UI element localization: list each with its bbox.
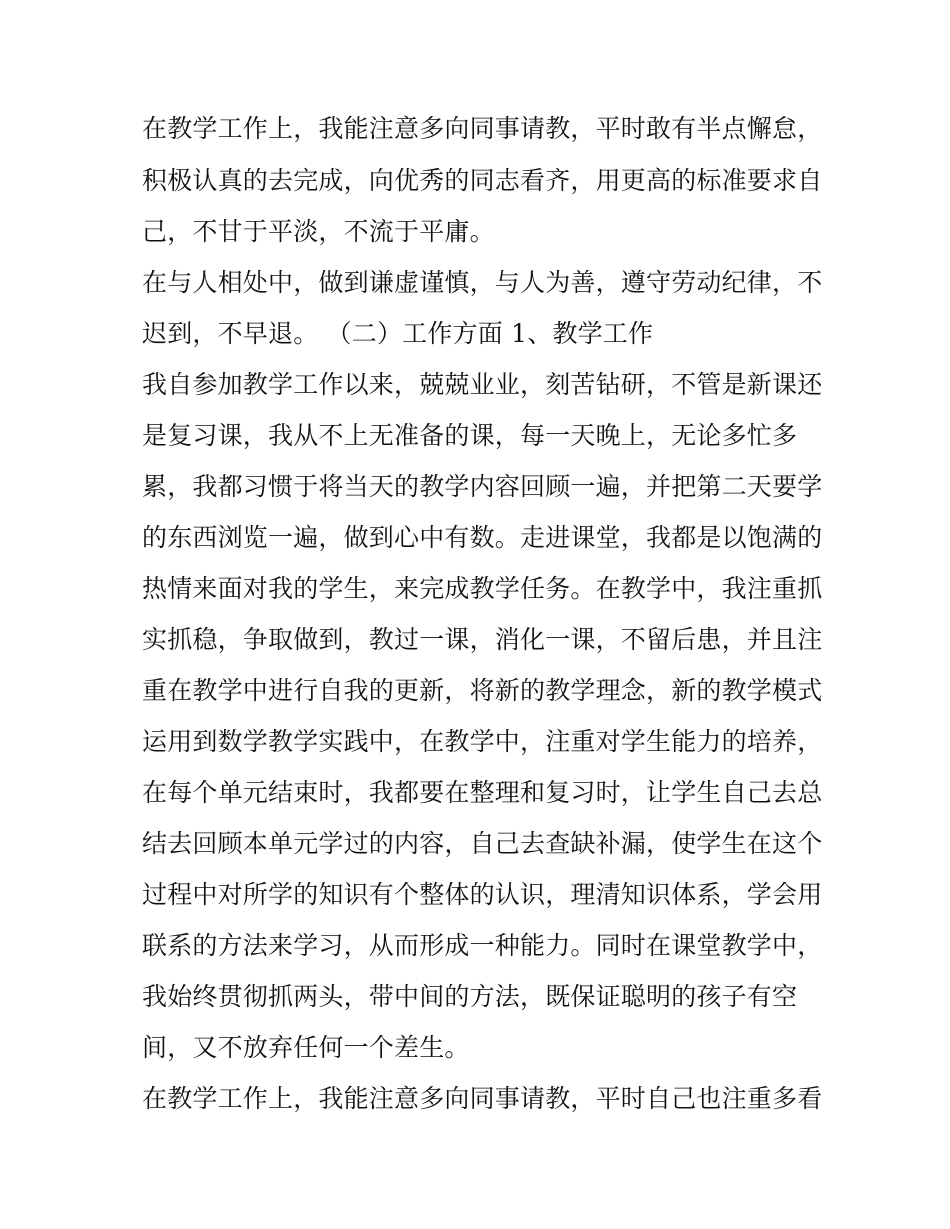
text-line: 在每个单元结束时，我都要在整理和复习时，让学生自己去总 <box>142 778 823 807</box>
text-line: 我始终贯彻抓两头，带中间的方法，既保证聪明的孩子有空 <box>142 982 798 1011</box>
text-line: 累，我都习惯于将当天的教学内容回顾一遍，并把第二天要学 <box>142 472 823 501</box>
text-line: 我自参加教学工作以来，兢兢业业，刻苦钻研，不管是新课还 <box>142 370 823 399</box>
text-line: 实抓稳，争取做到，教过一课，消化一课，不留后患，并且注 <box>142 625 823 654</box>
text-line: 联系的方法来学习，从而形成一种能力。同时在课堂教学中， <box>142 931 823 960</box>
text-line: 的东西浏览一遍，做到心中有数。走进课堂，我都是以饱满的 <box>142 523 823 552</box>
text-line: 过程中对所学的知识有个整体的认识，理清知识体系，学会用 <box>142 880 823 909</box>
text-line: 在教学工作上，我能注意多向同事请教，平时敢有半点懈怠， <box>142 114 823 143</box>
text-line: 间，又不放弃任何一个差生。 <box>142 1033 470 1062</box>
text-line: 在教学工作上，我能注意多向同事请教，平时自己也注重多看 <box>142 1084 823 1113</box>
text-line: 迟到，不早退。 （二）工作方面 1、教学工作 <box>142 319 654 348</box>
text-line: 热情来面对我的学生，来完成教学任务。在教学中，我注重抓 <box>142 574 823 603</box>
text-line: 积极认真的去完成，向优秀的同志看齐，用更高的标准要求自 <box>142 166 823 195</box>
text-line: 结去回顾本单元学过的内容，自己去查缺补漏，使学生在这个 <box>142 829 823 858</box>
text-line: 运用到数学教学实践中，在教学中，注重对学生能力的培养， <box>142 727 823 756</box>
text-line: 己，不甘于平淡，不流于平庸。 <box>142 217 495 246</box>
text-line: 是复习课，我从不上无准备的课，每一天晚上，无论多忙多 <box>142 421 798 450</box>
text-line: 在与人相处中，做到谦虚谨慎，与人为善，遵守劳动纪律，不 <box>142 268 823 297</box>
text-line: 重在教学中进行自我的更新，将新的教学理念，新的教学模式 <box>142 676 823 705</box>
